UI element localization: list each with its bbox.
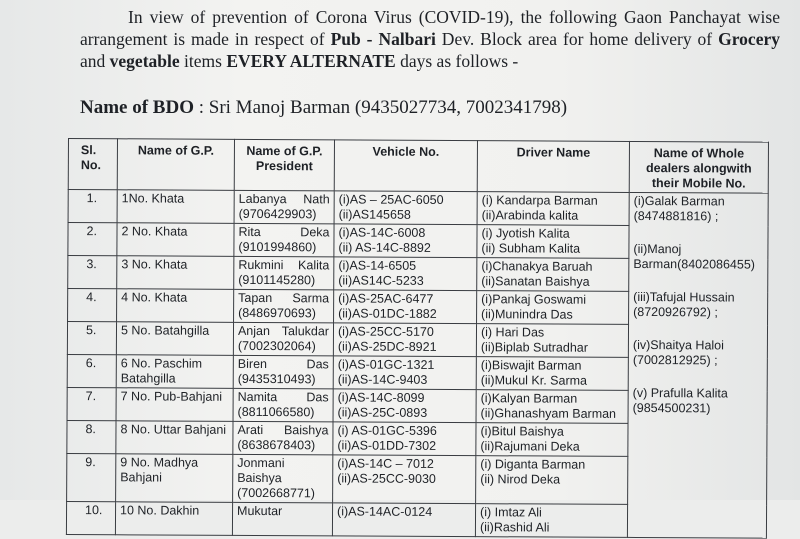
intro-text-1: In view of prevention of Corona Virus (COVID-19), the following Gaon Panchayat wise arrangement is made in respect of <box>80 7 780 49</box>
cell-sl-no: 1. <box>68 190 117 223</box>
driver-name: (ii)Rashid Ali <box>479 520 550 535</box>
driver-name: (i)Pankaj Goswami <box>481 292 587 307</box>
cell-driver <box>476 456 628 505</box>
driver-name: (i)Bitul Baishya <box>480 424 564 439</box>
header-dealers: Name of Whole dealers alongwith their Mobile No. <box>629 141 768 193</box>
driver-name: (i)Kalyan Barman <box>480 391 578 406</box>
header-gp-name: Name of G.P. <box>117 139 234 191</box>
cell-vehicle <box>332 503 475 537</box>
vehicle-number: (ii)AS-14C-9403 <box>337 372 428 387</box>
delivery-table <box>66 138 769 539</box>
dealer-entry: (ii)Manoj Barman(8402086455) <box>633 241 756 272</box>
cell-sl-no: 2. <box>68 223 117 256</box>
cell-president: Jonmani Baishya (7002668771) <box>233 454 333 503</box>
bdo-value: : Sri Manoj Barman (9435027734, 7002341798) <box>193 97 568 118</box>
intro-text-3: and <box>80 51 110 71</box>
cell-vehicle <box>333 455 476 504</box>
intro-vegetable: vegetable <box>109 51 180 71</box>
header-sl-no: Sl. No. <box>68 139 117 190</box>
cell-driver <box>477 291 629 325</box>
vehicle-number: (i)AS-14C-8099 <box>337 390 425 405</box>
dealer-entry: (v) Prafulla Kalita (9854500231) <box>632 385 728 416</box>
cell-president: Mukutar <box>232 502 332 536</box>
vehicle-number: (ii)AS-25CC-9030 <box>337 471 436 486</box>
cell-vehicle <box>333 422 476 456</box>
driver-name: (i)Biswajit Barman <box>480 358 582 373</box>
driver-name: (ii)Biplab Sutradhar <box>480 340 588 355</box>
cell-sl-no: 10. <box>66 501 115 534</box>
cell-driver <box>477 258 629 292</box>
cell-president: Arati Baishya (8638678403) <box>233 421 333 455</box>
cell-driver <box>476 357 628 391</box>
vehicle-number: (ii)AS145658 <box>338 207 411 222</box>
intro-paragraph <box>80 6 780 72</box>
vehicle-number: (i)AS-14C – 7012 <box>337 456 434 471</box>
vehicle-number: (i)AS – 25AC-6050 <box>338 192 444 207</box>
cell-vehicle <box>334 224 477 258</box>
vehicle-number: (i)AS-14-6505 <box>338 258 417 273</box>
cell-sl-no: 8. <box>67 420 116 453</box>
cell-vehicle <box>334 257 477 291</box>
cell-driver <box>476 423 628 457</box>
driver-name: (i)Chanakya Baruah <box>481 259 593 274</box>
cell-gp-name: 7 No. Pub-Bahjani <box>116 388 233 422</box>
driver-name: (i) Imtaz Ali <box>480 505 542 520</box>
cell-vehicle <box>334 191 477 225</box>
cell-sl-no: 5. <box>67 322 116 355</box>
vehicle-number: (ii)AS-01DD-7302 <box>337 438 437 453</box>
vehicle-number: (ii)AS14C-5233 <box>338 273 424 288</box>
cell-gp-name: 2 No. Khata <box>117 223 234 257</box>
cell-president: Labanya Nath (9706429903) <box>234 190 334 224</box>
cell-president: Rita Deka (9101994860) <box>234 223 334 257</box>
driver-name: (ii) Subham Kalita <box>481 241 581 256</box>
driver-name: (ii) Nirod Deka <box>480 472 561 487</box>
dealer-entry: (iii)Tafujal Hussain (8720926792) ; <box>633 289 735 320</box>
vehicle-number: (ii)AS-01DC-1882 <box>338 306 437 321</box>
vehicle-number: (i) AS-01GC-5396 <box>337 423 437 438</box>
driver-name: (i) Hari Das <box>480 325 545 340</box>
cell-driver <box>477 192 629 226</box>
cell-president: Rukmini Kalita (9101145280) <box>234 256 334 290</box>
header-vehicle: Vehicle No. <box>334 140 477 192</box>
cell-president: Biren Das (9435310493) <box>233 355 333 389</box>
cell-driver <box>477 225 629 259</box>
cell-driver <box>476 390 628 424</box>
driver-name: (ii)Rajumani Deka <box>480 439 580 454</box>
cell-vehicle <box>333 356 476 390</box>
cell-gp-name: 1No. Khata <box>117 190 234 224</box>
intro-text-2: Dev. Block area for home delivery of <box>435 29 719 49</box>
cell-sl-no: 6. <box>67 354 116 387</box>
driver-name: (i) Jyotish Kalita <box>481 226 570 241</box>
cell-sl-no: 9. <box>67 453 116 501</box>
driver-name: (i) Kandarpa Barman <box>481 193 598 208</box>
driver-name: (ii)Sanatan Baishya <box>481 274 590 289</box>
cell-gp-name: 4 No. Khata <box>117 289 234 323</box>
vehicle-number: (i)AS-14C-6008 <box>338 225 426 240</box>
header-president: Name of G.P. President <box>234 139 334 191</box>
cell-driver <box>475 504 627 538</box>
driver-name: (ii)Mukul Kr. Sarma <box>480 373 588 388</box>
dealer-entry: (i)Galak Barman (8474881816) ; <box>633 193 725 224</box>
intro-grocery: Grocery <box>718 29 780 49</box>
cell-sl-no: 3. <box>68 256 117 289</box>
cell-driver <box>476 324 628 358</box>
vehicle-number: (i)AS-25CC-5170 <box>337 324 434 339</box>
intro-every-alternate: EVERY ALTERNATE <box>226 51 396 71</box>
vehicle-number: (i)AS-01GC-1321 <box>337 357 435 372</box>
cell-gp-name: 3 No. Khata <box>117 256 234 290</box>
driver-name: (i) Diganta Barman <box>480 457 586 472</box>
vehicle-number: (ii)AS-25DC-8921 <box>337 339 437 354</box>
cell-gp-name: 8 No. Uttar Bahjani <box>116 421 233 455</box>
bdo-label: Name of BDO <box>80 97 194 118</box>
bdo-line <box>80 97 567 119</box>
intro-text-4: items <box>179 51 227 71</box>
cell-gp-name: 5 No. Batahgilla <box>116 322 233 356</box>
cell-gp-name: 9 No. Madhya Bahjani <box>116 454 233 503</box>
vehicle-number: (i)AS-14AC-0124 <box>337 504 433 519</box>
cell-vehicle <box>333 389 476 423</box>
cell-gp-name: 10 No. Dakhin <box>115 502 232 536</box>
cell-sl-no: 7. <box>67 387 116 420</box>
driver-name: (ii)Munindra Das <box>481 307 573 322</box>
intro-text-5: days as follows - <box>395 51 519 71</box>
driver-name: (ii)Arabinda kalita <box>481 208 579 223</box>
cell-sl-no: 4. <box>68 289 117 322</box>
vehicle-number: (ii)AS-25C-0893 <box>337 405 428 420</box>
cell-president: Tapan Sarma (8486970693) <box>234 289 334 323</box>
cell-dealers <box>627 192 768 538</box>
table-row <box>68 190 768 227</box>
dealer-entry: (iv)Shaitya Haloi (7002812925) ; <box>632 337 724 368</box>
cell-president: Anjan Talukdar (7002302064) <box>233 322 333 356</box>
cell-vehicle <box>334 290 477 324</box>
intro-block-name: Pub - Nalbari <box>330 29 436 49</box>
header-driver: Driver Name <box>477 141 629 193</box>
vehicle-number: (i)AS-25AC-6477 <box>338 291 434 306</box>
cell-president: Namita Das (8811066580) <box>233 388 333 422</box>
cell-vehicle <box>333 323 476 357</box>
vehicle-number: (ii) AS-14C-8892 <box>338 240 431 255</box>
cell-gp-name: 6 No. Paschim Batahgilla <box>116 355 233 389</box>
driver-name: (ii)Ghanashyam Barman <box>480 406 617 421</box>
